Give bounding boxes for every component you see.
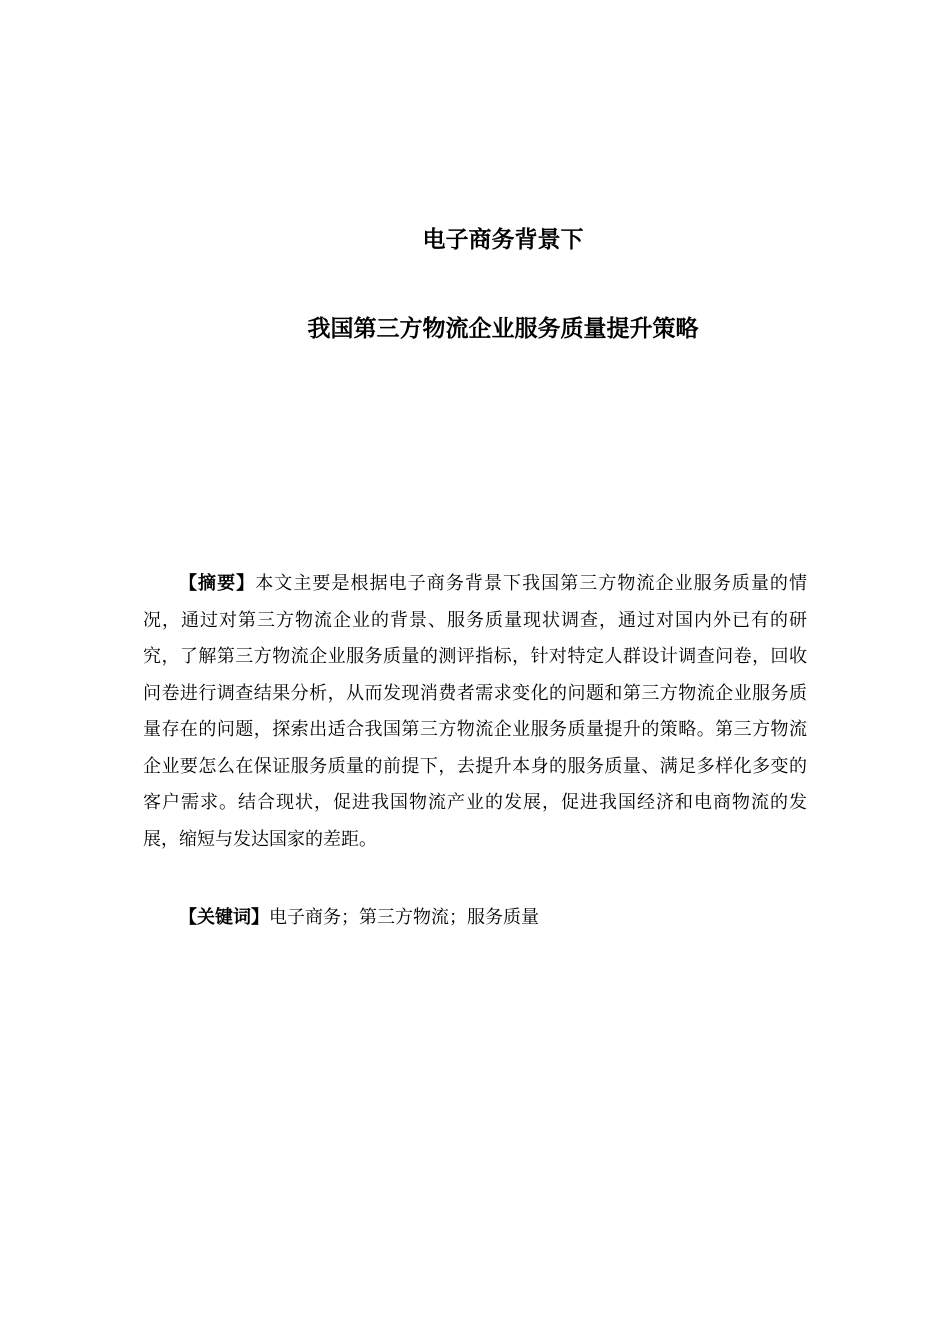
paper-title-line-2: 我国第三方物流企业服务质量提升策略	[307, 316, 699, 342]
keywords-label: 【关键词】	[179, 907, 269, 928]
paper-title-line-1: 电子商务背景下	[422, 227, 584, 253]
keywords-text: 电子商务；第三方物流；服务质量	[269, 907, 539, 928]
abstract-text: 本文主要是根据电子商务背景下我国第三方物流企业服务质量的情况，通过对第三方物流企业的背景、服务质量现状调查，通过对国内外已有的研究，了解第三方物流企业服务质量的测评指标，针对特定人群设计调查问卷，回收问卷进行调查结果分析，从而发现消费者需求变化的问题和第三方物流企业服务质量存在的问题，探索出适合我国第三方物流企业服务质量提升的策略。第三方物流企业要怎么在保证服务质量的前提下，去提升本身的服务质量、满足多样化多变的客户需求。结合现状，促进我国物流产业的发展，促进我国经济和电商物流的发展，缩短与发达国家的差距。	[143, 573, 807, 850]
abstract-paragraph	[143, 566, 807, 858]
abstract-label: 【摘要】	[179, 573, 256, 594]
keywords-paragraph	[143, 900, 807, 936]
